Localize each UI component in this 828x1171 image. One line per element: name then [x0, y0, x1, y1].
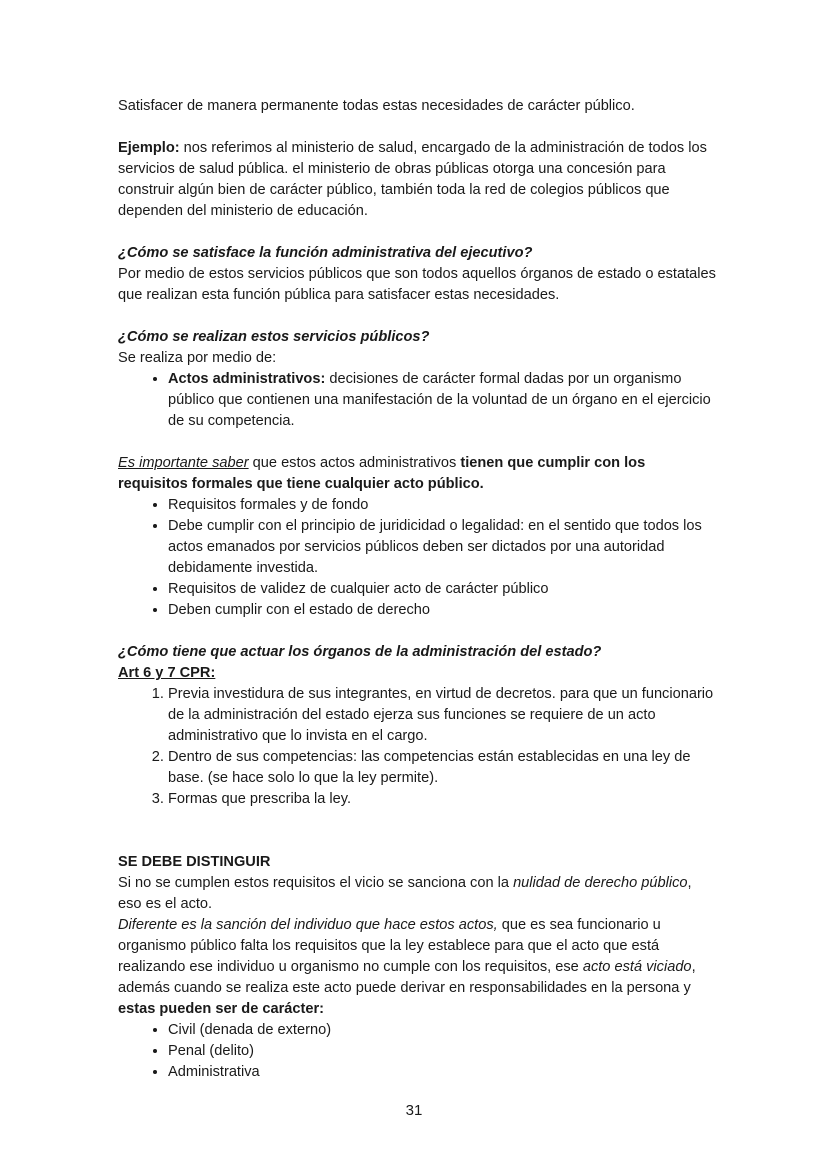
- important-underlined: Es importante saber: [118, 455, 249, 471]
- answer-paragraph-1: Por medio de estos servicios públicos que son todos aquellos órganos de estado o estatales que realizan esta función pública para satisfacer estas necesidades.: [118, 266, 716, 303]
- acts-text: decisiones de carácter formal dadas por un organismo público que contienen una manifestación de la voluntad de un órgano en el ejercicio de su competencia.: [168, 371, 711, 429]
- document-body: [118, 96, 718, 1083]
- list-item: 2. Dentro de sus competencias: las competencias están establecidas en una ley de base. (se hace solo lo que la ley permite).: [168, 747, 718, 789]
- question-heading-3: ¿Cómo tiene que actuar los órganos de la administración del estado?: [118, 644, 602, 660]
- responsibility-list: [118, 1020, 718, 1083]
- article-reference: Art 6 y 7 CPR:: [118, 665, 216, 681]
- character-bold: estas pueden ser de carácter:: [118, 1001, 325, 1017]
- acts-list: [118, 369, 718, 432]
- nulidad-italic: nulidad de derecho público: [513, 875, 688, 891]
- organs-list: [118, 684, 718, 810]
- list-item: • Administrativa: [168, 1062, 718, 1083]
- acts-label: Actos administrativos:: [168, 371, 326, 387]
- list-item: • Debe cumplir con el principio de juridicidad o legalidad: en el sentido que todos los actos emanados por servicios públicos deben ser dictados por una autoridad debidamente investida.: [168, 516, 718, 579]
- text-span: que es sea funcionario u organismo público falta los requisitos que la ley establece para que el acto que está realizando ese individuo u organismo no cumple con los requisitos, ese: [118, 917, 661, 975]
- list-item: • Penal (delito): [168, 1041, 718, 1062]
- list-item: 1. Previa investidura de sus integrantes, en virtud de decretos. para que un funcionario de la administración del estado ejerza sus funciones se requiere de un acto administrativo que lo invista en el cargo.: [168, 684, 718, 747]
- list-item: • Civil (denada de externo): [168, 1020, 718, 1041]
- list-item: [168, 369, 718, 432]
- example-text: nos referimos al ministerio de salud, encargado de la administración de todos los servicios de salud pública. el ministerio de obras públicas otorga una concesión para construir algún bien de carácter público, también toda la red de colegios públicos que dependen del ministerio de educación.: [118, 140, 707, 219]
- page-number: 31: [405, 1102, 423, 1119]
- requirements-list: [118, 495, 718, 621]
- important-bold: tienen que cumplir con los requisitos formales que tiene cualquier acto público.: [118, 455, 646, 492]
- list-item: • Deben cumplir con el estado de derecho: [168, 600, 718, 621]
- distinguish-paragraph-2: [118, 915, 718, 1020]
- list-item: 3. Formas que prescriba la ley.: [168, 789, 718, 810]
- example-paragraph: [118, 138, 718, 222]
- text-span: , además cuando se realiza este acto puede derivar en responsabilidades en la persona y: [118, 959, 696, 996]
- question-heading-2: ¿Cómo se realizan estos servicios públicos?: [118, 329, 430, 345]
- intro-paragraph: Satisfacer de manera permanente todas estas necesidades de carácter público.: [118, 98, 635, 114]
- text-span: Si no se cumplen estos requisitos el vicio se sanciona con la: [118, 875, 514, 891]
- important-text: que estos actos administrativos: [248, 455, 461, 471]
- list-item: • Requisitos de validez de cualquier acto de carácter público: [168, 579, 718, 600]
- question-heading-1: ¿Cómo se satisface la función administrativa del ejecutivo?: [118, 245, 533, 261]
- section-heading: SE DEBE DISTINGUIR: [118, 854, 271, 870]
- example-label: Ejemplo:: [118, 140, 180, 156]
- text-span: , eso es el acto.: [118, 875, 692, 912]
- distinguish-paragraph-1: [118, 873, 718, 915]
- important-paragraph: [118, 453, 718, 495]
- list-item: • Requisitos formales y de fondo: [168, 495, 718, 516]
- sanction-italic: Diferente es la sanción del individuo que hace estos actos,: [118, 917, 498, 933]
- answer-paragraph-2: Se realiza por medio de:: [118, 350, 277, 366]
- viciado-italic: acto está viciado: [582, 959, 692, 975]
